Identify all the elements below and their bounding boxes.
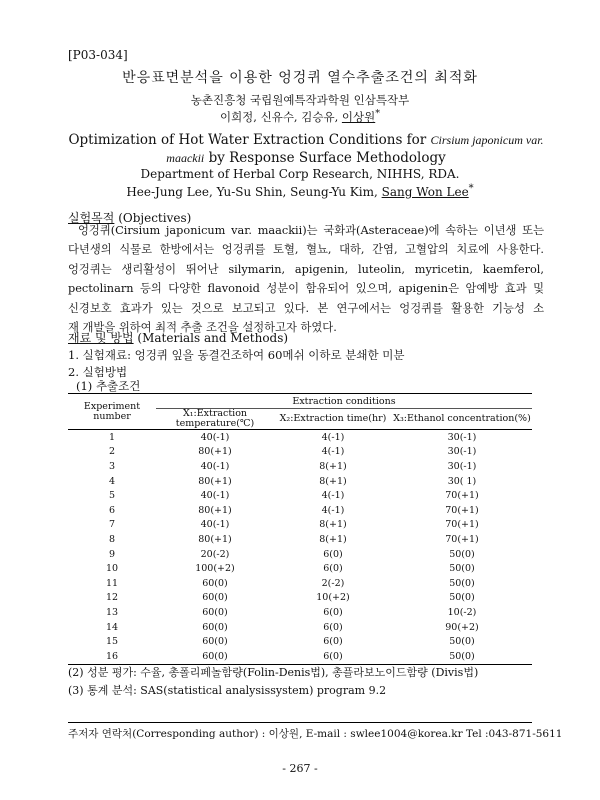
cell-x1: 80(+1) [198,475,232,487]
english-title-part1: Optimization of Hot Water Extraction Conditions for [68,132,431,148]
table-row [68,430,532,445]
english-corresponding-author: Sang Won Lee [381,185,469,199]
table-row [68,605,532,620]
cell-x2: 6(0) [274,649,392,664]
cell-experiment: 16 [68,649,156,664]
cell-x1: 60(0) [202,621,228,633]
cell-experiment: 9 [108,548,116,560]
methods-item-2-3: (3) 통계 분석: SAS(statistical analysissystem) program 9.2 [68,684,387,697]
cell-x1: 60(0) [156,649,274,664]
cell-x3: 30(-1) [447,446,477,458]
cell-experiment: 11 [105,577,119,589]
cell-x3: 70(+1) [445,490,479,502]
cell-x1: 80(+1) [198,533,232,545]
cell-experiment: 4 [108,475,116,487]
english-corresponding-asterisk: * [468,183,474,194]
cell-x2: 6(0) [323,636,343,648]
cell-x2: 4(-1) [321,446,345,458]
cell-x1: 80(+1) [198,504,232,516]
cell-x3: 10(-2) [447,606,477,618]
extraction-conditions-table [68,393,532,665]
cell-x2: 8(+1) [319,533,347,545]
methods-heading-ko: 재료 및 방법 [68,331,134,345]
table-row [68,459,532,474]
cell-x3: 50(0) [449,548,475,560]
korean-title: 반응표면분석을 이용한 엉겅퀴 열수추출조건의 최적화 [122,70,478,86]
cell-experiment: 5 [108,490,116,502]
cell-experiment: 1 [108,431,116,443]
english-title-part2: by Response Surface Methodology [204,150,446,166]
col-header-x2: X₂:Extraction time(hr) [274,409,392,430]
cell-x1: 80(+1) [198,446,232,458]
table-row [68,649,532,664]
cell-x1: 60(0) [202,636,228,648]
cell-x3: 30( 1) [447,475,477,487]
english-affiliation: Department of Herbal Corp Research, NIHHS, RDA. [140,167,460,181]
table-row [68,576,532,591]
table-row [68,634,532,649]
table-row [68,620,532,635]
cell-x2: 2(-2) [321,577,345,589]
table-row [68,488,532,503]
objectives-line: pectolinarn 등의 다양한 flavonoid 성분이 함유되어 있으며, apigenin은 암예방 효과 및 [68,282,544,296]
cell-x1: 40(-1) [200,490,230,502]
table-row [68,445,532,460]
page-number: - 267 - [282,762,318,775]
korean-author-list: 이희정, 신유수, 김승유, [219,109,342,124]
cell-x2: 4(-1) [321,490,345,502]
objectives-line: 신경보호 효과가 있는 것으로 보고되고 있다. 본 연구에서는 엉겅퀴를 활용한 기능성 소 [68,301,544,315]
objectives-heading-ko: 실험목적 [68,211,115,225]
cell-x2: 6(0) [323,563,343,575]
cell-x1: 40(-1) [200,519,230,531]
cell-experiment: 13 [105,606,119,618]
cell-x1: 60(0) [202,606,228,618]
korean-authors [0,108,600,125]
cell-experiment: 2 [108,446,116,458]
english-title-species-2: maackii [166,151,205,165]
table-row [68,561,532,576]
cell-x2: 8(+1) [319,460,347,472]
col-header-extraction-conditions: Extraction conditions [156,394,532,409]
cell-experiment: 12 [105,592,119,604]
cell-experiment: 15 [105,636,119,648]
cell-x2: 4(-1) [321,504,345,516]
cell-x3: 50(0) [449,636,475,648]
objectives-line: 재 개발을 위하여 최적 추출 조건을 설정하고자 하였다. [68,320,337,334]
english-authors [0,183,600,199]
col-header-experiment: Experiment number [68,394,156,430]
objectives-line: 다년생의 식물로 한방에서는 엉겅퀴를 토혈, 혈뇨, 대하, 간염, 고혈압의 치료에 사용한다. [68,243,544,257]
english-author-list: Hee-Jung Lee, Yu-Su Shin, Seung-Yu Kim, [126,185,382,199]
col-header-x1: X₁:Extraction temperature(℃) [156,409,274,430]
cell-x1: 20(-2) [200,548,230,560]
table-row [68,474,532,489]
cell-experiment: 6 [108,504,116,516]
table-row [68,518,532,533]
cell-experiment: 8 [108,533,116,545]
cell-x2: 6(0) [323,606,343,618]
methods-heading [68,329,288,346]
table-row [68,591,532,606]
objectives-heading-en: (Objectives) [114,211,192,225]
cell-x3: 70(+1) [445,519,479,531]
cell-x3: 50(0) [392,649,532,664]
cell-x2: 4(-1) [321,431,345,443]
cell-experiment: 3 [108,460,116,472]
methods-item-1: 1. 실험재료: 엉겅퀴 잎을 동결건조하여 60메쉬 이하로 분쇄한 미분 [68,348,405,362]
cell-x3: 50(0) [449,563,475,575]
cell-x3: 50(0) [449,592,475,604]
cell-x2: 8(+1) [319,475,347,487]
objectives-paragraph [68,221,544,337]
cell-x3: 30(-1) [447,431,477,443]
cell-experiment: 14 [105,621,119,633]
methods-item-2: 2. 실험방법 [68,365,128,379]
objectives-line: 엉겅퀴(Cirsium japonicum var. maackii)는 국화과(Asteraceae)에 속하는 이년생 또는 [78,224,544,237]
objectives-line: 엉겅퀴는 생리활성이 뛰어난 silymarin, apigenin, luteolin, myricetin, kaemferol, [68,262,544,276]
cell-x1: 100(+2) [195,563,235,575]
col-header-x3: X₃:Ethanol concentration(%) [392,409,532,430]
cell-experiment: 10 [105,563,119,575]
table-row [68,547,532,562]
footer-divider [68,722,532,723]
cell-x1: 40(-1) [200,460,230,472]
cell-x1: 60(0) [202,592,228,604]
methods-heading-en: (Materials and Methods) [133,331,289,345]
cell-x2: 8(+1) [319,519,347,531]
methods-item-2-1: (1) 추출조건 [76,379,141,393]
cell-x3: 30(-1) [447,460,477,472]
cell-x1: 60(0) [202,577,228,589]
corresponding-contact: 주저자 연락처(Corresponding author) : 이상원, E-mail : swlee1004@korea.kr Tel :043-871-5611 [68,728,563,740]
cell-x2: 6(0) [323,621,343,633]
korean-affiliation: 농촌진흥청 국립원예특작과학원 인삼특작부 [190,93,410,107]
cell-x3: 50(0) [449,577,475,589]
korean-corresponding-author: 이상원 [341,109,376,124]
corresponding-asterisk: * [375,108,381,119]
table-row [68,503,532,518]
abstract-code: [P03-034] [68,48,128,62]
english-title [66,131,546,167]
cell-x3: 70(+1) [445,504,479,516]
methods-item-2-2: (2) 성분 평가: 수율, 총폴리페놀함량(Folin-Denis법), 총플라보노이드함량 (Divis법) [68,666,479,679]
cell-x2: 10(+2) [316,592,350,604]
cell-x1: 40(-1) [200,431,230,443]
table-row [68,532,532,547]
english-title-species: Cirsium japonicum var. [430,133,544,147]
cell-x3: 90(+2) [445,621,479,633]
cell-x3: 70(+1) [445,533,479,545]
cell-experiment: 7 [108,519,116,531]
cell-x2: 6(0) [323,548,343,560]
